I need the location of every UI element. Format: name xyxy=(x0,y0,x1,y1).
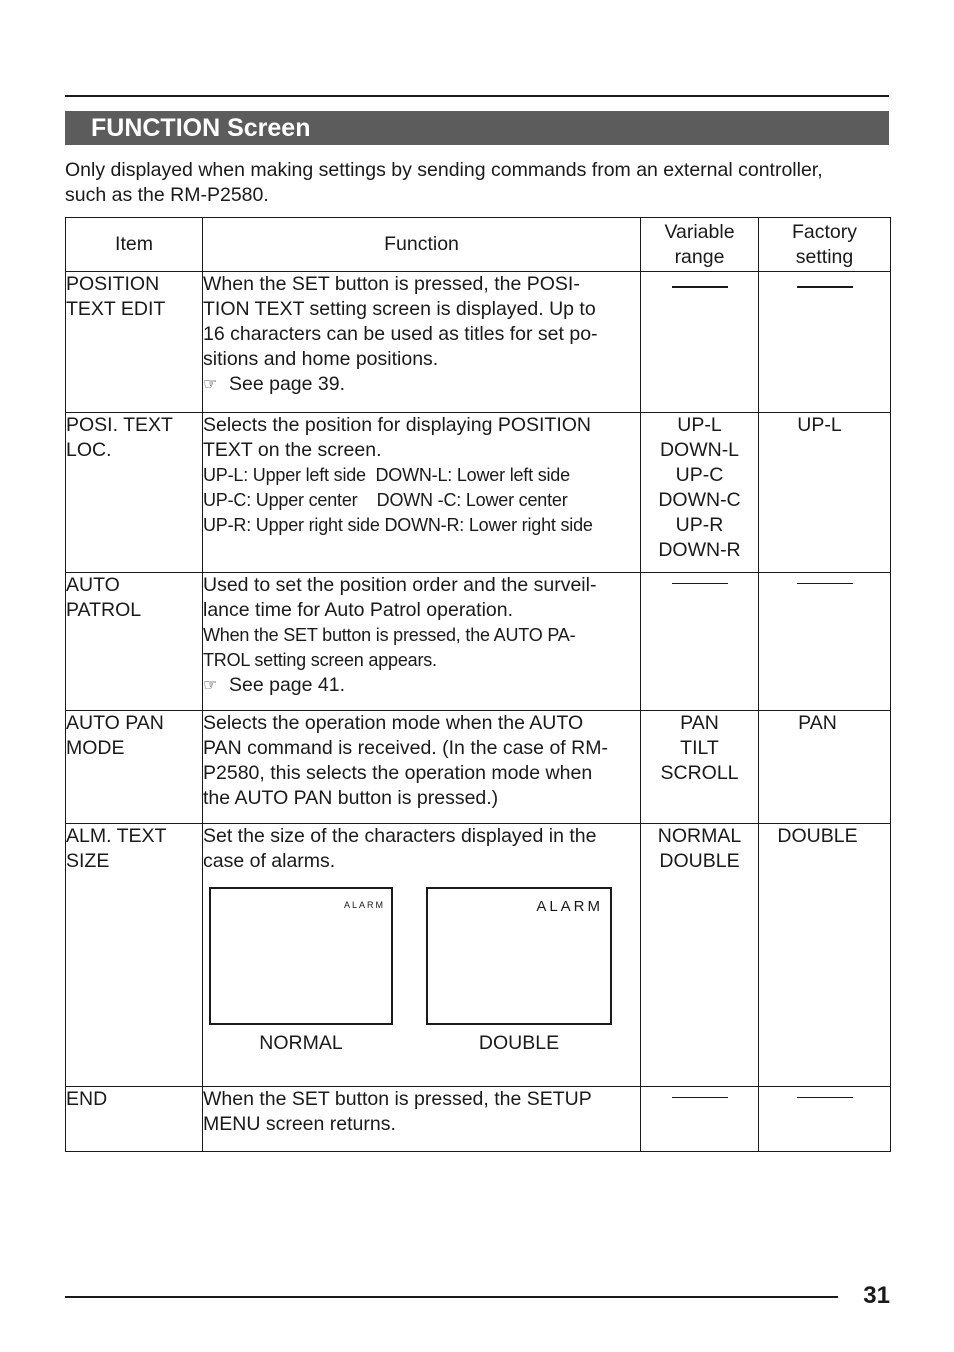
table-row xyxy=(66,272,891,413)
dash-placeholder xyxy=(797,583,853,584)
variable-range-cell xyxy=(641,573,759,711)
pointing-hand-icon: ☞ xyxy=(203,677,218,694)
table-row xyxy=(66,1087,891,1152)
item-cell: ALM. TEXT SIZE xyxy=(66,824,203,1087)
factory-setting-cell: DOUBLE xyxy=(759,824,891,1087)
dash-placeholder xyxy=(672,1097,728,1098)
header-factory-setting: Factory setting xyxy=(759,218,891,272)
factory-setting-cell xyxy=(759,573,891,711)
page-number: 31 xyxy=(863,1282,890,1309)
alarm-size-illustration xyxy=(203,887,640,1077)
item-cell: POSITION TEXT EDIT xyxy=(66,272,203,413)
bottom-rule xyxy=(65,1296,838,1298)
item-cell: END xyxy=(66,1087,203,1152)
table-row xyxy=(66,824,891,1087)
variable-range-cell xyxy=(641,1087,759,1152)
item-cell: AUTO PAN MODE xyxy=(66,711,203,824)
function-cell: When the SET button is pressed, the POSI- TION TEXT setting screen is displayed. Up to 16 characters can be used as titles for set po- sitions and home positions. ☞ See page 39. xyxy=(203,272,641,413)
function-table xyxy=(65,217,891,1152)
pointing-hand-icon: ☞ xyxy=(203,376,218,393)
table-row xyxy=(66,711,891,824)
function-cell: Used to set the position order and the surveil- lance time for Auto Patrol operation. When the SET button is pressed, the AUTO PA- TROL setting screen appears. ☞ See page 41. xyxy=(203,573,641,711)
variable-range-cell: NORMAL DOUBLE xyxy=(641,824,759,1087)
see-page-reference: ☞ See page 41. xyxy=(203,674,346,696)
variable-range-cell: PAN TILT SCROLL xyxy=(641,711,759,824)
header-variable-range: Variable range xyxy=(641,218,759,272)
intro-paragraph xyxy=(65,158,895,208)
see-page-reference: ☞ See page 39. xyxy=(203,373,346,395)
section-title: FUNCTION Screen xyxy=(65,111,889,145)
factory-setting-cell xyxy=(759,272,891,413)
table-row xyxy=(66,573,891,711)
factory-setting-cell: PAN xyxy=(759,711,891,824)
table-row xyxy=(66,413,891,573)
dash-placeholder xyxy=(672,286,728,288)
variable-range-cell xyxy=(641,272,759,413)
alarm-preview-double xyxy=(426,887,612,1025)
top-rule xyxy=(65,95,889,97)
alarm-text-normal: ALARM xyxy=(343,900,385,910)
alarm-preview-normal xyxy=(209,887,393,1025)
factory-setting-cell xyxy=(759,1087,891,1152)
function-cell: Selects the position for displaying POSITION TEXT on the screen. UP-L: Upper left side DOWN-L: Lower left side UP-C: Upper center DOWN -C: Lower center UP-R: Upper right side DOWN-R: Lower right side xyxy=(203,413,641,573)
alarm-text-double: ALARM xyxy=(536,898,603,915)
function-cell: Selects the operation mode when the AUTO PAN command is received. (In the case of RM- P2580, this selects the operation mode when the AUTO PAN button is pressed.) xyxy=(203,711,641,824)
variable-range-cell: UP-L DOWN-L UP-C DOWN-C UP-R DOWN-R xyxy=(641,413,759,573)
function-cell: Set the size of the characters displayed in the case of alarms. ALARM ALARM NORMAL DOUBLE xyxy=(203,824,641,1087)
function-cell: When the SET button is pressed, the SETUP MENU screen returns. xyxy=(203,1087,641,1152)
dash-placeholder xyxy=(672,583,728,584)
header-item: Item xyxy=(66,218,203,272)
factory-setting-cell: UP-L xyxy=(759,413,891,573)
item-cell: POSI. TEXT LOC. xyxy=(66,413,203,573)
dash-placeholder xyxy=(797,286,853,288)
intro-line: such as the RM-P2580. xyxy=(65,184,269,206)
dash-placeholder xyxy=(797,1097,853,1098)
intro-line: Only displayed when making settings by sending commands from an external controller, xyxy=(65,159,823,181)
table-header-row xyxy=(66,218,891,272)
alarm-label-double: DOUBLE xyxy=(478,1032,560,1054)
item-cell: AUTO PATROL xyxy=(66,573,203,711)
header-function: Function xyxy=(203,218,641,272)
alarm-label-normal: NORMAL xyxy=(259,1032,343,1054)
